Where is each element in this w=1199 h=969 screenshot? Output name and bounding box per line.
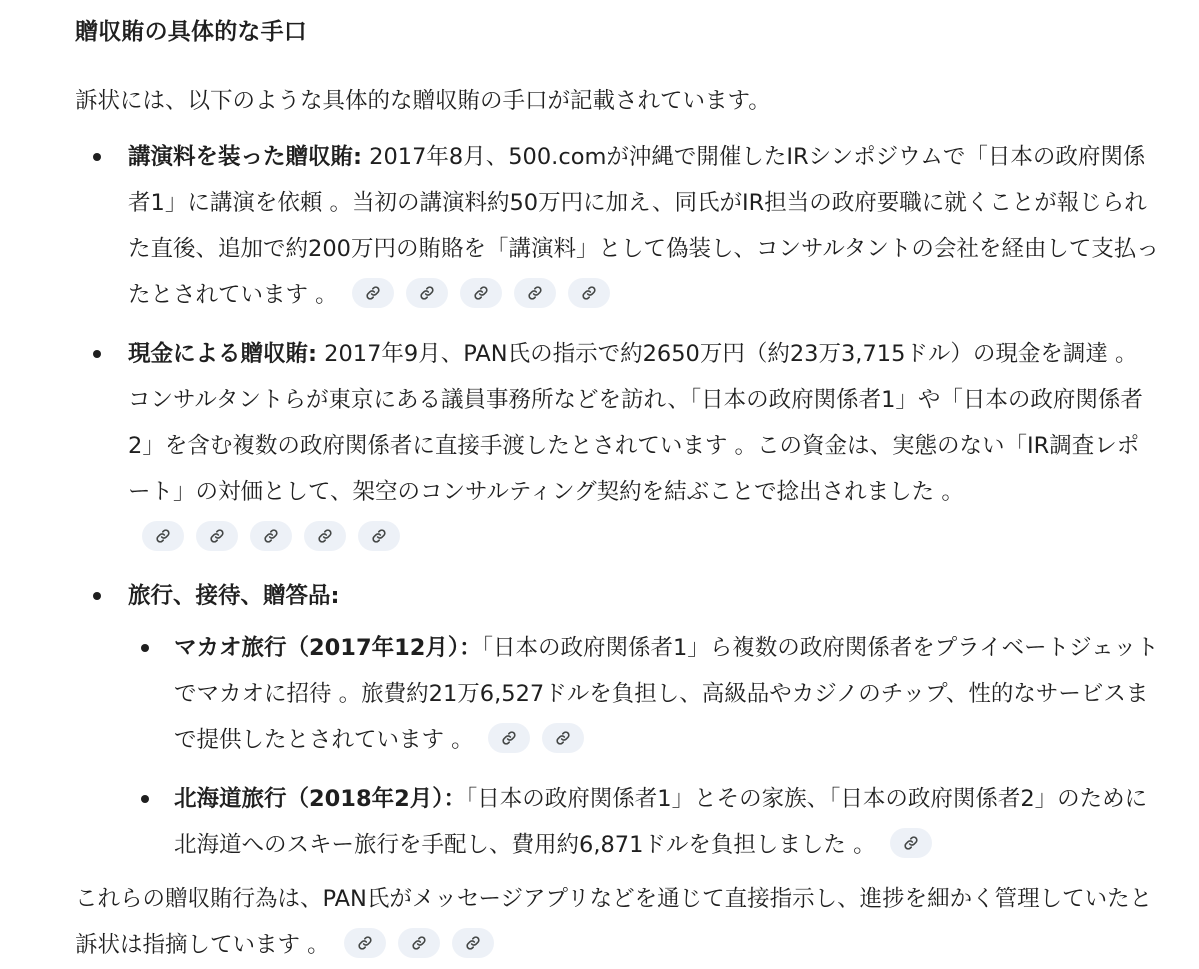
- item-label: 講演料を装った贈収賄:: [128, 144, 362, 170]
- link-icon: [903, 835, 919, 851]
- intro-paragraph: 訴状には、以下のような具体的な贈収賄の手口が記載されています。: [75, 88, 771, 114]
- item-label: 現金による贈収賄:: [128, 340, 317, 367]
- subitem-text: 「日本の政府関係者1」とその家族、「日本の政府関係者2」のために北海道へのスキー旅行を手配し、費用約6,871ドルを負担しました 。: [174, 785, 1148, 858]
- link-icon: [581, 285, 597, 301]
- citation-chips: [890, 822, 944, 868]
- citation-chip[interactable]: [890, 828, 932, 858]
- link-icon: [365, 285, 381, 301]
- citation-chip[interactable]: [344, 928, 386, 958]
- item-label: 旅行、接待、贈答品:: [128, 583, 340, 609]
- citation-chip[interactable]: [142, 521, 184, 551]
- citation-chip[interactable]: [196, 521, 238, 551]
- citation-chip[interactable]: [568, 278, 610, 308]
- section-heading: 贈収賄の具体的な手口: [75, 19, 307, 45]
- list-item: [75, 573, 1159, 868]
- citation-chips: [352, 273, 622, 319]
- link-icon: [501, 730, 517, 746]
- link-icon: [209, 528, 225, 544]
- list-item: [75, 134, 1159, 319]
- link-icon: [357, 935, 373, 951]
- bullet-list: [75, 134, 1159, 868]
- citation-chips: [488, 718, 596, 764]
- link-icon: [473, 285, 489, 301]
- link-icon: [371, 528, 387, 544]
- citation-chip[interactable]: [452, 928, 494, 958]
- link-icon: [155, 528, 171, 544]
- citation-chips: [142, 515, 412, 561]
- item-text: 2017年9月、PAN氏の指示で約2650万円（約23万3,715ドル）の現金を調達 。コンサルタントらが東京にある議員事務所などを訪れ、「日本の政府関係者1」や「日本の政府関係者2」を含む複数の政府関係者に直接手渡したとされています 。この資金は、実態のない「IR調査レポート」の対価として、架空のコンサルティング契約を結ぶことで捻出されました 。: [128, 340, 1143, 505]
- closing-paragraph: [75, 876, 1159, 969]
- link-icon: [317, 528, 333, 544]
- citation-chip[interactable]: [460, 278, 502, 308]
- link-icon: [555, 730, 571, 746]
- subitem-text: 「日本の政府関係者1」ら複数の政府関係者をプライベートジェットでマカオに招待 。旅費約21万6,527ドルを負担し、高級品やカジノのチップ、性的なサービスまで提供したとされています 。: [174, 635, 1159, 753]
- citation-chip[interactable]: [514, 278, 556, 308]
- closing-text: これらの贈収賄行為は、PAN氏がメッセージアプリなどを通じて直接指示し、進捗を細かく管理していたと訴状は指摘しています 。: [75, 886, 1153, 958]
- list-item: [75, 331, 1159, 562]
- citation-chip[interactable]: [250, 521, 292, 551]
- citation-chip[interactable]: [542, 723, 584, 753]
- citation-chip[interactable]: [488, 723, 530, 753]
- sub-bullet-list: [128, 625, 1159, 868]
- citation-chip[interactable]: [352, 278, 394, 308]
- link-icon: [419, 285, 435, 301]
- item-text: 2017年8月、500.comが沖縄で開催したIRシンポジウムで「日本の政府関係者1」に講演を依頼 。当初の講演料約50万円に加え、同氏がIR担当の政府要職に就くことが報じられた直後、追加で約200万円の賄賂を「講演料」として偽装し、コンサルタントの会社を経由して支払ったとされています 。: [128, 144, 1159, 308]
- citation-chip[interactable]: [358, 521, 400, 551]
- subitem-label: 北海道旅行（2018年2月）：: [174, 785, 467, 812]
- sub-list-item: [128, 776, 1159, 869]
- citation-chip[interactable]: [398, 928, 440, 958]
- link-icon: [527, 285, 543, 301]
- citation-chip[interactable]: [406, 278, 448, 308]
- citation-chip[interactable]: [304, 521, 346, 551]
- link-icon: [465, 935, 481, 951]
- citation-chips: [344, 923, 506, 969]
- subitem-label: マカオ旅行（2017年12月）：: [174, 635, 482, 661]
- sub-list-item: [128, 625, 1159, 764]
- link-icon: [411, 935, 427, 951]
- link-icon: [263, 528, 279, 544]
